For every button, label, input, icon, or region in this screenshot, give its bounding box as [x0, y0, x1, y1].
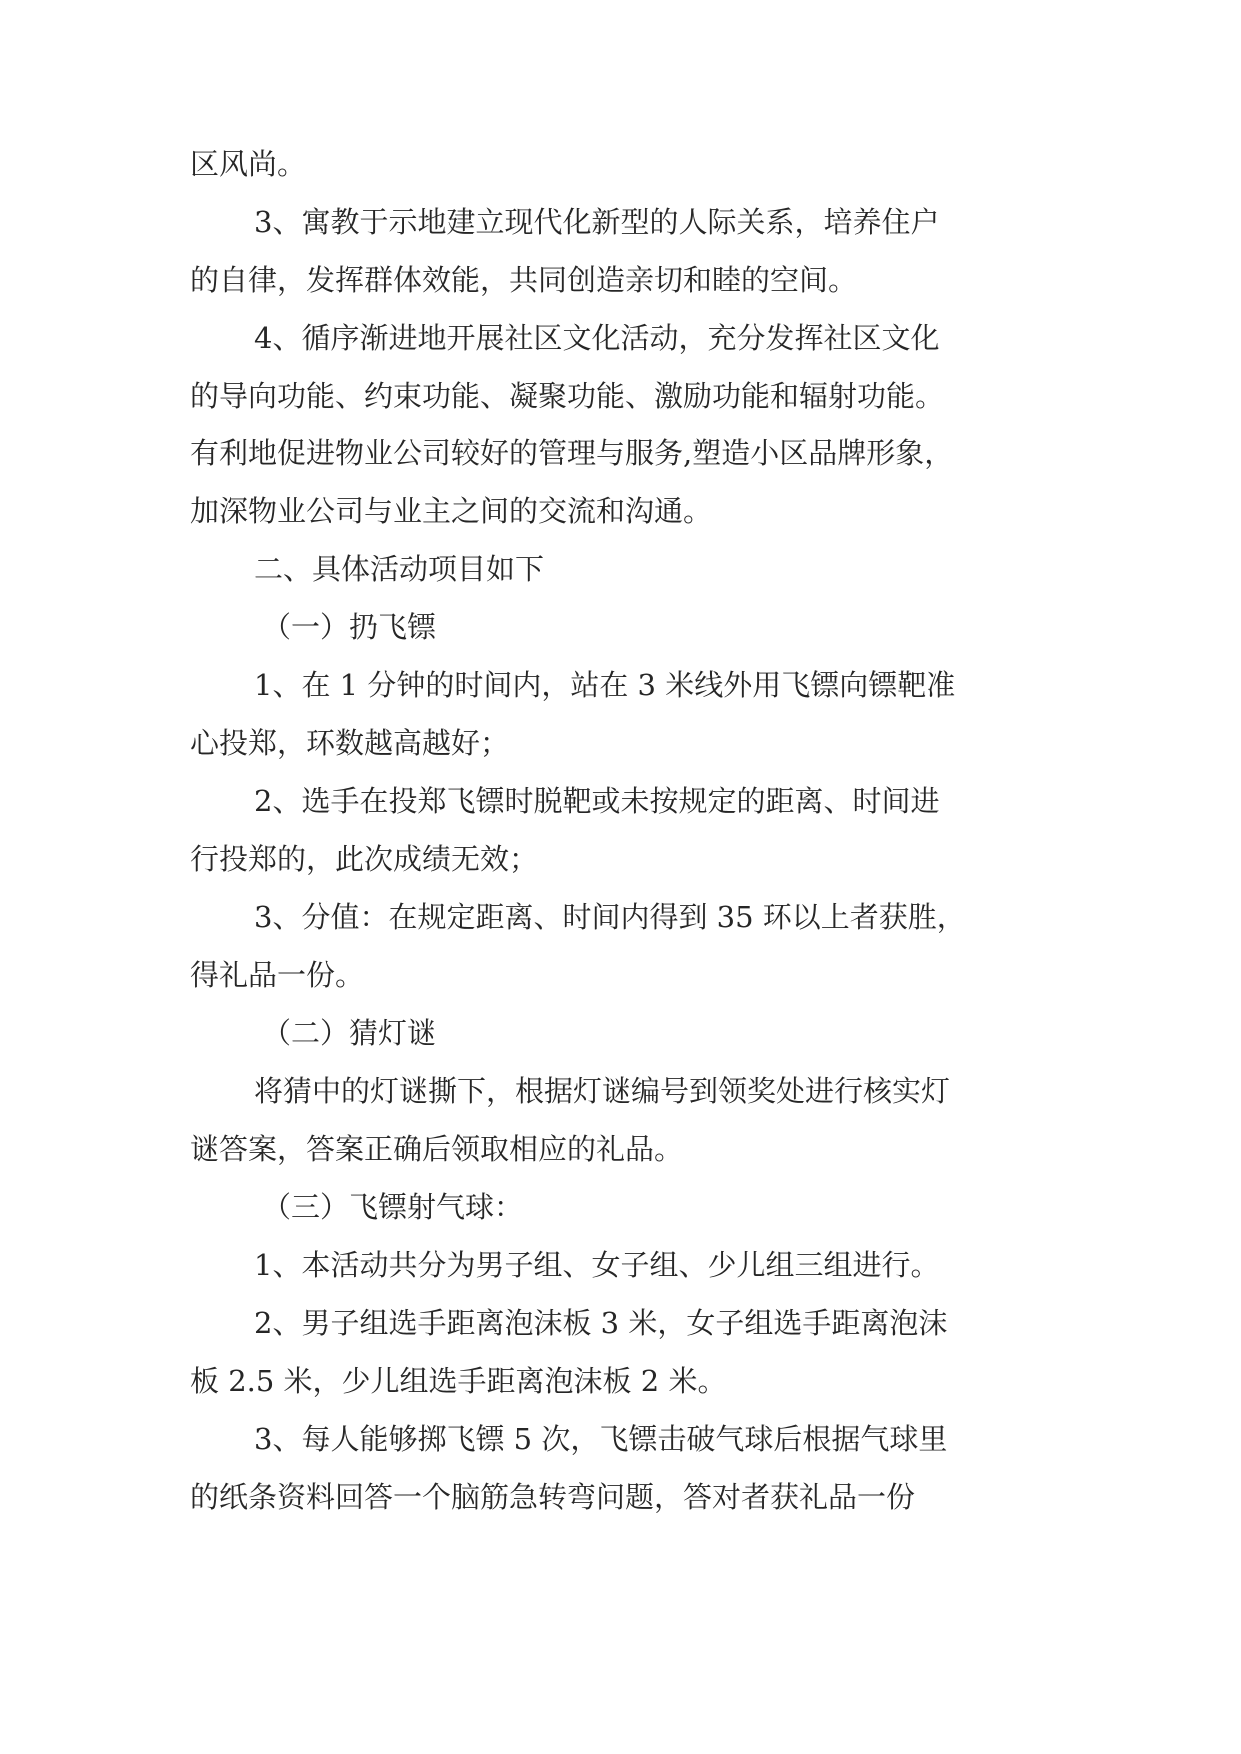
paragraph-line: 有利地促进物业公司较好的管理与服务,塑造小区品牌形象， [190, 436, 954, 470]
subsection-heading: （一）扔飞镖 [262, 610, 437, 644]
paragraph-line: 将猜中的灯谜撕下，根据灯谜编号到领奖处进行核实灯 [254, 1074, 951, 1108]
paragraph-line: 3、每人能够掷飞镖 5 次，飞镖击破气球后根据气球里 [254, 1422, 948, 1456]
subsection-heading: （三）飞镖射气球： [262, 1190, 524, 1224]
paragraph-line: 1、本活动共分为男子组、女子组、少儿组三组进行。 [254, 1248, 940, 1282]
paragraph-line: 2、选手在投郑飞镖时脱靶或未按规定的距离、时间进 [254, 784, 940, 818]
paragraph-line: 行投郑的，此次成绩无效； [190, 842, 539, 876]
section-heading: 二、具体活动项目如下 [254, 552, 545, 586]
paragraph-line: 板 2.5 米，少儿组选手距离泡沫板 2 米。 [190, 1364, 727, 1398]
paragraph-line: 的自律，发挥群体效能，共同创造亲切和睦的空间。 [190, 263, 858, 297]
paragraph-line: 4、循序渐进地开展社区文化活动，充分发挥社区文化 [254, 321, 940, 355]
paragraph-line: 谜答案，答案正确后领取相应的礼品。 [190, 1132, 684, 1166]
paragraph-line: 3、寓教于示地建立现代化新型的人际关系，培养住户 [254, 205, 940, 239]
paragraph-line: 的纸条资料回答一个脑筋急转弯问题，答对者获礼品一份 [190, 1480, 916, 1514]
paragraph-line: 2、男子组选手距离泡沫板 3 米，女子组选手距离泡沫 [254, 1306, 948, 1340]
paragraph-line: 区风尚。 [190, 147, 307, 181]
paragraph-line: 1、在 1 分钟的时间内，站在 3 米线外用飞镖向镖靶准 [254, 668, 956, 702]
paragraph-line: 心投郑，环数越高越好； [190, 726, 510, 760]
paragraph-line: 得礼品一份。 [190, 958, 365, 992]
subsection-heading: （二）猜灯谜 [262, 1016, 437, 1050]
paragraph-line: 3、分值：在规定距离、时间内得到 35 环以上者获胜， [254, 900, 966, 934]
paragraph-line: 的导向功能、约束功能、凝聚功能、激励功能和辐射功能。 [190, 379, 945, 413]
paragraph-line: 加深物业公司与业主之间的交流和沟通。 [190, 494, 713, 528]
